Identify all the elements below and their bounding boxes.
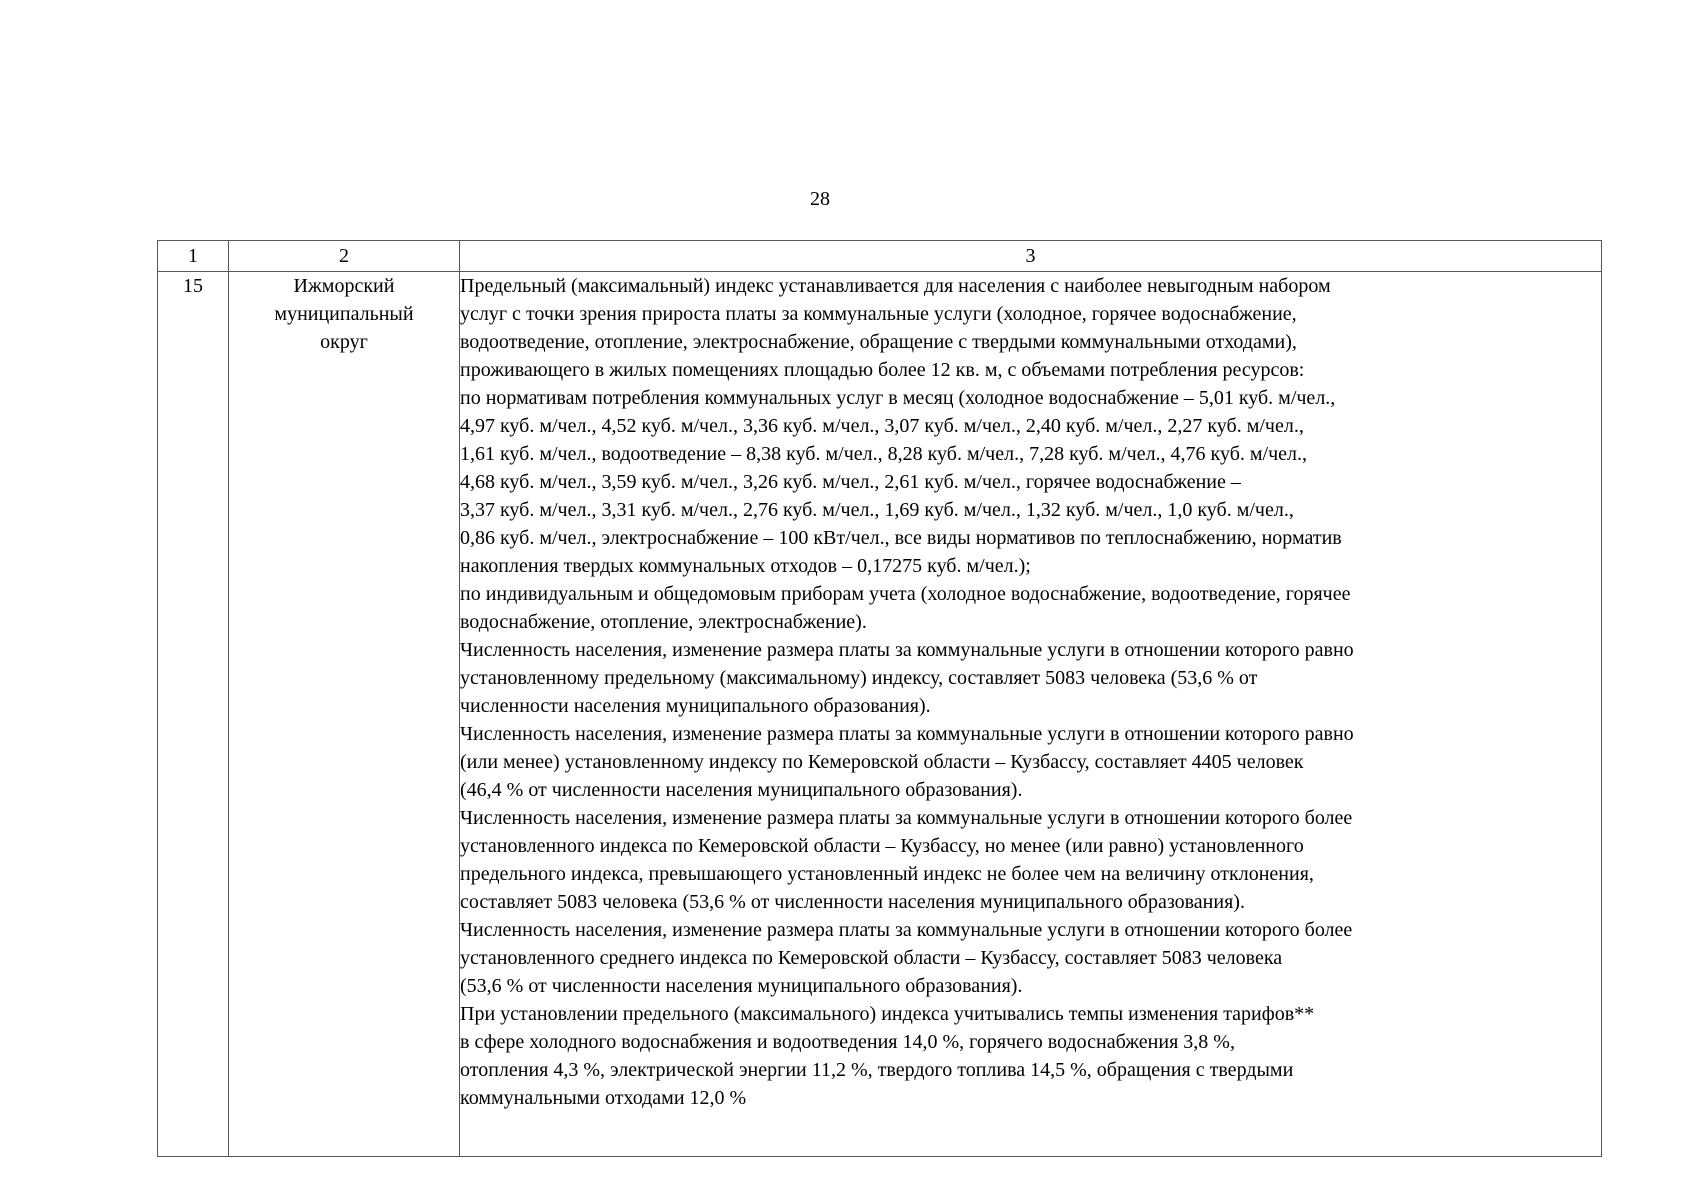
description-line: водоснабжение, отопление, электроснабжение). <box>460 611 867 633</box>
description-line: (53,6 % от численности населения муниципального образования). <box>460 975 1023 997</box>
description-line: При установлении предельного (максимального) индекса учитывались темпы изменения тарифов** <box>460 1003 1315 1025</box>
column-header-2: 2 <box>229 241 460 272</box>
municipality-name-line: Ижморский <box>293 275 395 297</box>
column-header-1: 1 <box>158 241 229 272</box>
description-line: водоотведение, отопление, электроснабжение, обращение с твердыми коммунальными отходами), <box>460 331 1297 353</box>
description-line: услуг с точки зрения прироста платы за коммунальные услуги (холодное, горячее водоснабжение, <box>460 303 1297 325</box>
page-number: 28 <box>810 188 830 210</box>
description-line: по индивидуальным и общедомовым приборам учета (холодное водоснабжение, водоотведение, горячее <box>460 583 1351 605</box>
description-line: Численность населения, изменение размера платы за коммунальные услуги в отношении которого более <box>460 919 1353 941</box>
description-line: (или менее) установленному индексу по Кемеровской области – Кузбассу, составляет 4405 человек <box>460 751 1304 773</box>
description-line: предельного индекса, превышающего установленный индекс не более чем на величину отклонения, <box>460 863 1314 885</box>
description-line: установленного среднего индекса по Кемеровской области – Кузбассу, составляет 5083 человека <box>460 947 1283 969</box>
municipality-name-line: округ <box>320 331 368 353</box>
description-line: составляет 5083 человека (53,6 % от численности населения муниципального образования). <box>460 891 1245 913</box>
municipality-name <box>229 272 460 1157</box>
description-line: отопления 4,3 %, электрической энергии 11,2 %, твердого топлива 14,5 %, обращения с твердыми <box>460 1059 1294 1081</box>
description-line: установленному предельному (максимальному) индексу, составляет 5083 человека (53,6 % от <box>460 667 1258 689</box>
description-line: 3,37 куб. м/чел., 3,31 куб. м/чел., 2,76 куб. м/чел., 1,69 куб. м/чел., 1,32 куб. м/чел., 1,0 куб. м/чел., <box>460 499 1294 521</box>
description-line: Численность населения, изменение размера платы за коммунальные услуги в отношении которого более <box>460 807 1353 829</box>
description-line: 1,61 куб. м/чел., водоотведение – 8,38 куб. м/чел., 8,28 куб. м/чел., 7,28 куб. м/чел., 4,76 куб. м/чел., <box>460 443 1308 465</box>
description-line: установленного индекса по Кемеровской области – Кузбассу, но менее (или равно) установленного <box>460 835 1304 857</box>
description-line: коммунальными отходами 12,0 % <box>460 1087 747 1109</box>
description-line: накопления твердых коммунальных отходов – 0,17275 куб. м/чел.); <box>460 555 1031 577</box>
description-line: по нормативам потребления коммунальных услуг в месяц (холодное водоснабжение – 5,01 куб. м/чел., <box>460 387 1336 409</box>
column-header-3: 3 <box>460 241 1602 272</box>
table-header-row <box>158 241 1602 272</box>
data-table <box>157 240 1602 1157</box>
row-description <box>460 272 1602 1157</box>
description-line: 4,68 куб. м/чел., 3,59 куб. м/чел., 3,26 куб. м/чел., 2,61 куб. м/чел., горячее водоснабжение – <box>460 471 1241 493</box>
description-line: 4,97 куб. м/чел., 4,52 куб. м/чел., 3,36 куб. м/чел., 3,07 куб. м/чел., 2,40 куб. м/чел., 2,27 куб. м/чел., <box>460 415 1304 437</box>
description-line: Численность населения, изменение размера платы за коммунальные услуги в отношении которого равно <box>460 723 1354 745</box>
description-line: численности населения муниципального образования). <box>460 695 931 717</box>
municipality-name-line: муниципальный <box>274 303 414 325</box>
description-line: (46,4 % от численности населения муниципального образования). <box>460 779 1023 801</box>
description-line: Численность населения, изменение размера платы за коммунальные услуги в отношении которого равно <box>460 639 1354 661</box>
description-line: 0,86 куб. м/чел., электроснабжение – 100 кВт/чел., все виды нормативов по теплоснабжению, норматив <box>460 527 1342 549</box>
description-line: в сфере холодного водоснабжения и водоотведения 14,0 %, горячего водоснабжения 3,8 %, <box>460 1031 1235 1053</box>
row-number: 15 <box>158 272 229 1157</box>
description-line: Предельный (максимальный) индекс устанавливается для населения с наиболее невыгодным набором <box>460 275 1331 297</box>
table-row <box>158 272 1602 1157</box>
description-line: проживающего в жилых помещениях площадью более 12 кв. м, с объемами потребления ресурсов: <box>460 359 1305 381</box>
